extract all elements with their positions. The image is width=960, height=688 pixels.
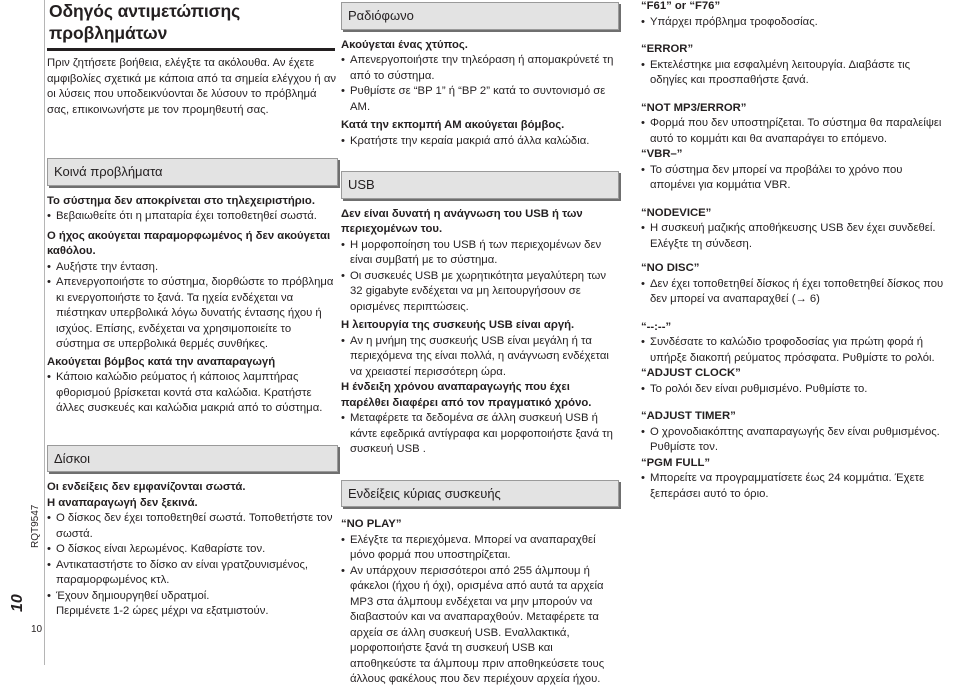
- display-code: “ADJUST TIMER”: [641, 410, 736, 422]
- section-heading-display: Ενδείξεις κύριας συσκευής: [341, 480, 619, 508]
- solution-item: • Ελέγξτε τα περιεχόμενα. Μπορεί να αναπαραχθεί μόνο φορμά που υποστηρίζεται.: [341, 533, 619, 564]
- solution-item: • Το ρολόι δεν είναι ρυθμισμένο. Ρυθμίστε το.: [641, 382, 948, 398]
- solution-item: • Έχουν δημιουργηθεί υδρατμοί.: [47, 589, 338, 605]
- solution-item: • Ρυθμίστε σε “BP 1” ή “BP 2” κατά το συντονισμό σε ΑΜ.: [341, 84, 619, 115]
- column-right: [641, 0, 948, 502]
- problem-title: Η λειτουργία της συσκευής USB είναι αργή.: [341, 319, 575, 331]
- solution-item: • Αντικαταστήστε το δίσκο αν είναι γρατζουνισμένος, παραμορφωμένος κτλ.: [47, 558, 338, 589]
- problem-title: Οι ενδείξεις δεν εμφανίζονται σωστά.: [47, 481, 246, 493]
- column-left: [47, 0, 338, 620]
- display-code: “--:--”: [641, 320, 672, 333]
- solution-item: • Εκτελέστηκε μια εσφαλμένη λειτουργία. Διαβάστε τις οδηγίες και προσπαθήστε ξανά.: [641, 58, 948, 89]
- display-code: “NO PLAY”: [341, 518, 402, 530]
- solution-item: • Ο δίσκος είναι λερωμένος. Καθαρίστε τον.: [47, 542, 338, 558]
- section-heading-disc: Δίσκοι: [47, 445, 338, 473]
- solution-item: • Μεταφέρετε τα δεδομένα σε άλλη συσκευή USB ή κάντε εφεδρικά αντίγραφα και μορφοποιήστε ξανά τη συσκευή USB .: [341, 411, 619, 458]
- solution-item: • Το σύστημα δεν μπορεί να προβάλει το χρόνο που απομένει για κομμάτια VBR.: [641, 163, 948, 194]
- problem-title: Ακούγεται βόμβος κατά την αναπαραγωγή: [47, 355, 276, 368]
- section-heading-usb: USB: [341, 171, 619, 199]
- problem-title: Κατά την εκπομπή ΑΜ ακούγεται βόμβος.: [341, 119, 565, 131]
- problem-title: Η ένδειξη χρόνου αναπαραγωγής που έχει παρέλθει διαφέρει από τον πραγματικό χρόνο.: [341, 381, 592, 409]
- solution-item: • Οι συσκευές USB με χωρητικότητα μεγαλύτερη των 32 gigabyte ενδέχεται να μη λειτουργήσουν σε ορισμένες περιπτώσεις.: [341, 269, 619, 316]
- display-code: “PGM FULL”: [641, 456, 711, 469]
- solution-item: • Κρατήστε την κεραία μακριά από άλλα καλώδια.: [341, 134, 619, 150]
- solution-item: • Η συσκευή μαζικής αποθήκευσης USB δεν έχει συνδεθεί. Ελέγξτε τη σύνδεση.: [641, 221, 948, 252]
- model-code: RQT9547: [30, 504, 41, 548]
- solution-item: • Αν η μνήμη της συσκευής USB είναι μεγάλη ή τα περιεχόμενα της είναι πολλά, η ανάγνωση ενδέχεται να χρειαστεί περισσότερη ώρα.: [341, 334, 619, 381]
- solution-item: • Απενεργοποιήστε το σύστημα, διορθώστε το πρόβλημα κι ενεργοποιήστε το ξανά. Τα ηχεία ενδέχεται να πιέστηκαν υπερβολικά λόγω δυνατής έντασης ήχου ή ισχύος. Επίσης, ενδέχεται να χρησιμοποιείτε το σύστημα σε υπερβολικά θερμές συνθήκες.: [47, 275, 338, 353]
- solution-item: • Φορμά που δεν υποστηρίζεται. Το σύστημα θα παραλείψει αυτό το κομμάτι και θα αναπαράγει το επόμενο.: [641, 116, 948, 147]
- display-code: “NO DISC”: [641, 262, 700, 274]
- solution-item: • Συνδέσατε το καλώδιο τροφοδοσίας για πρώτη φορά ή υπήρξε διακοπή ρεύματος πρόσφατα. Ρυθμίστε το ρολόι.: [641, 335, 948, 366]
- solution-item: • Ο χρονοδιακόπτης αναπαραγωγής δεν είναι ρυθμισμένος. Ρυθμίστε τον.: [641, 425, 948, 456]
- page-title: Οδηγός αντιμετώπισης προβλημάτων: [47, 0, 335, 51]
- page-number: 10: [31, 624, 43, 635]
- page-number-large: 10: [9, 594, 26, 612]
- display-code: “ERROR”: [641, 43, 694, 55]
- problem-title: Ο ήχος ακούγεται παραμορφωμένος ή δεν ακούγεται καθόλου.: [47, 229, 331, 257]
- display-code: “VBR–”: [641, 148, 683, 160]
- section-heading-common: Κοινά προβλήματα: [47, 158, 338, 186]
- solution-item: • Βεβαιωθείτε ότι η μπαταρία έχει τοποθετηθεί σωστά.: [47, 209, 338, 225]
- solution-item: • Αυξήστε την ένταση.: [47, 260, 338, 276]
- section-heading-radio: Ραδιόφωνο: [341, 2, 619, 30]
- solution-item: • Αν υπάρχουν περισσότεροι από 255 άλμπουμ ή φάκελοι (ήχου ή όχι), ορισμένα από αυτά τα αρχεία MP3 στα άλμπουμ ενδέχεται να μην μπορούν να διαβαστούν και να αναπαραχθούν. Μεταφέρετε τα αρχεία σε άλλη συσκευή USB. Εναλλακτικά, μορφοποιήστε ξανά τη συσκευή USB και αποθηκεύστε τα άλμπουμ πριν αποθηκεύσετε τους άλλους φακέλους που δεν περιέχουν αρχεία ήχου.: [341, 564, 619, 688]
- solution-item: • Υπάρχει πρόβλημα τροφοδοσίας.: [641, 15, 948, 31]
- solution-item: • Κάποιο καλώδιο ρεύματος ή κάποιος λαμπτήρας φθορισμού βρίσκεται κοντά στα καλώδια. Κρατήστε άλλες συσκευές και καλώδια μακριά από το σύστημα.: [47, 370, 338, 417]
- problem-title: Δεν είναι δυνατή η ανάγνωση του USB ή των περιεχομένων του.: [341, 207, 583, 235]
- column-middle: [341, 0, 619, 688]
- display-code: “NODEVICE”: [641, 206, 712, 219]
- problem-title: Η αναπαραγωγή δεν ξεκινά.: [47, 496, 198, 509]
- display-code: “F61” or “F76”: [641, 0, 721, 12]
- solution-item: • Μπορείτε να προγραμματίσετε έως 24 κομμάτια. Έχετε ξεπεράσει αυτό το όριο.: [641, 471, 948, 502]
- solution-item: • Η μορφοποίηση του USB ή των περιεχομένων δεν είναι συμβατή με το σύστημα.: [341, 238, 619, 269]
- intro-text: Πριν ζητήσετε βοήθεια, ελέγξτε τα ακόλουθα. Αν έχετε αμφιβολίες σχετικά με κάποια από τα σημεία ελέγχου ή αν οι λύσεις που υποδεικνύονται δε λύσουν το πρόβλημά σας, επικοινωνήστε με τον προμηθευτή σας.: [47, 57, 337, 116]
- solution-item: • Ο δίσκος δεν έχει τοποθετηθεί σωστά. Τοποθετήστε τον σωστά.: [47, 511, 338, 542]
- problem-title: Το σύστημα δεν αποκρίνεται στο τηλεχειριστήριο.: [47, 194, 315, 207]
- problem-title: Ακούγεται ένας χτύπος.: [341, 38, 468, 51]
- solution-continuation: Περιμένετε 1-2 ώρες μέχρι να εξατμιστούν.: [56, 605, 269, 617]
- solution-item: • Δεν έχει τοποθετηθεί δίσκος ή έχει τοποθετηθεί δίσκος που δεν μπορεί να αναπαραχθεί (→ 6): [641, 277, 948, 308]
- solution-item: • Απενεργοποιήστε την τηλεόραση ή απομακρύνετέ τη από το σύστημα.: [341, 53, 619, 84]
- margin-rule: [44, 0, 45, 665]
- display-code: “NOT MP3/ERROR”: [641, 101, 747, 114]
- display-code: “ADJUST CLOCK”: [641, 367, 741, 379]
